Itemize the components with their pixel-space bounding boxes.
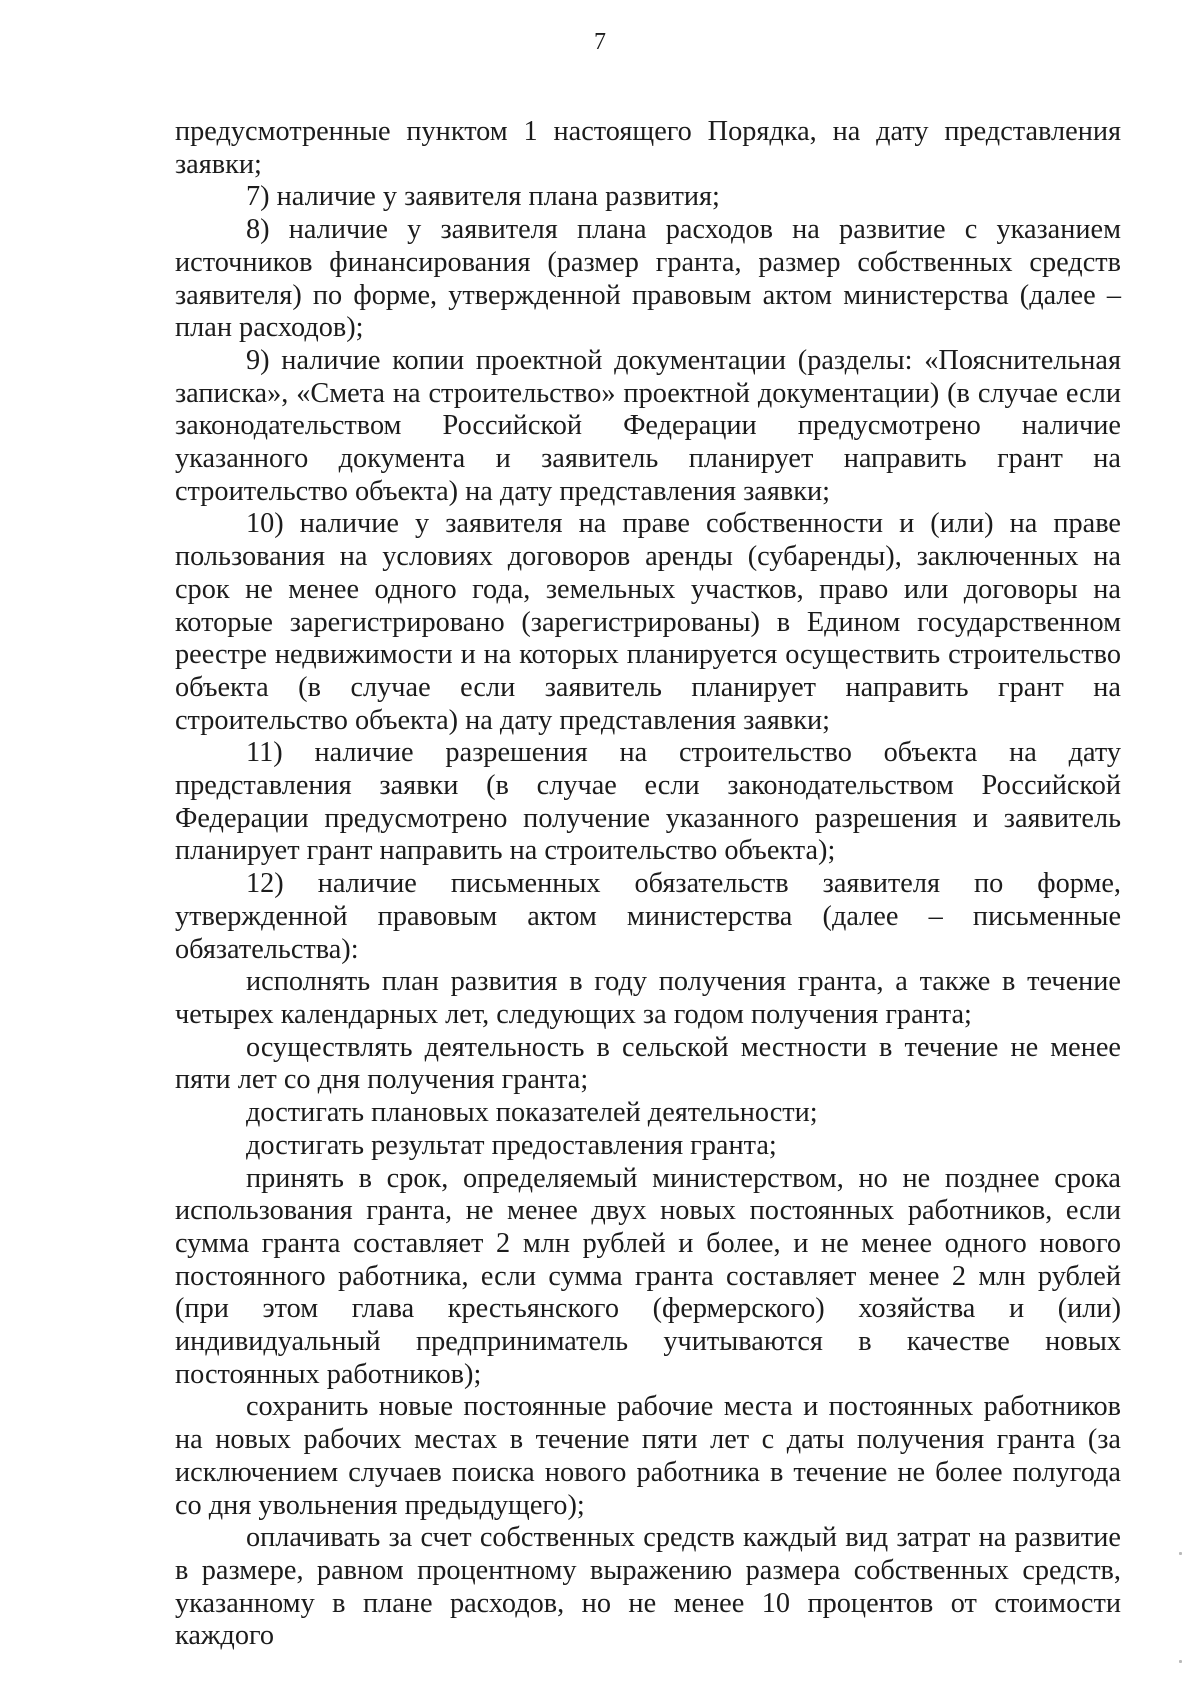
obligation-rural-activity: осуществлять деятельность в сельской местности в течение не менее пяти лет со дня получения гранта; xyxy=(175,1031,1121,1096)
scan-speck xyxy=(1179,1552,1182,1555)
paragraph-item-11: 11) наличие разрешения на строительство объекта на дату представления заявки (в случае если законодательством Российской Федерации предусмотрено получение указанного разрешения и заявитель планирует грант направить на строительство объекта); xyxy=(175,737,1121,867)
obligation-planned-indicators: достигать плановых показателей деятельности; xyxy=(246,1097,818,1129)
paragraph-continuation: предусмотренные пунктом 1 настоящего Порядка, на дату представления заявки; xyxy=(175,116,1121,180)
paragraph-item-7: 7) наличие у заявителя плана развития; xyxy=(246,181,720,213)
paragraph-item-8: 8) наличие у заявителя плана расходов на развитие с указанием источников финансирования (размер гранта, размер собственных средств заявителя) по форме, утвержденной правовым актом министерства (далее – план расходов); xyxy=(175,214,1121,344)
obligation-keep-workplaces: сохранить новые постоянные рабочие места и постоянных работников на новых рабочих местах в течение пяти лет с даты получения гранта (за исключением случаев поиска нового работника в течение не более полугода со дня увольнения предыдущего); xyxy=(175,1391,1121,1521)
document-body xyxy=(175,116,1121,1653)
paragraph-item-10: 10) наличие у заявителя на праве собственности и (или) на праве пользования на условиях договоров аренды (субаренды), заключенных на срок не менее одного года, земельных участков, право или договоры на которые зарегистрировано (зарегистрированы) в Едином государственном реестре недвижимости и на которых планируется осуществить строительство объекта (в случае если заявитель планирует направить грант на строительство объекта) на дату представления заявки; xyxy=(175,508,1121,736)
paragraph-item-12: 12) наличие письменных обязательств заявителя по форме, утвержденной правовым актом министерства (далее – письменные обязательства): xyxy=(175,868,1121,965)
obligation-development-plan: исполнять план развития в году получения гранта, а также в течение четырех календарных лет, следующих за годом получения гранта; xyxy=(175,966,1121,1030)
scan-speck xyxy=(1179,1660,1182,1663)
paragraph-item-9: 9) наличие копии проектной документации (разделы: «Пояснительная записка», «Смета на строительство» проектной документации) (в случае если законодательством Российской Федерации предусмотрено наличие указанного документа и заявитель планирует направить грант на строительство объекта) на дату представления заявки; xyxy=(175,344,1121,507)
obligation-grant-result: достигать результат предоставления гранта; xyxy=(246,1129,777,1161)
obligation-own-funds: оплачивать за счет собственных средств каждый вид затрат на развитие в размере, равном процентному выражению размера собственных средств, указанному в плане расходов, но не менее 10 процентов от стоимости каждого xyxy=(175,1522,1121,1652)
obligation-hire-workers: принять в срок, определяемый министерством, но не позднее срока использования гранта, не менее двух новых постоянных работников, если сумма гранта составляет 2 млн рублей и более, и не менее одного нового постоянного работника, если сумма гранта составляет менее 2 млн рублей (при этом глава крестьянского (фермерского) хозяйства и (или) индивидуальный предприниматель учитываются в качестве новых постоянных работников); xyxy=(175,1162,1121,1390)
page-number: 7 xyxy=(594,29,606,55)
